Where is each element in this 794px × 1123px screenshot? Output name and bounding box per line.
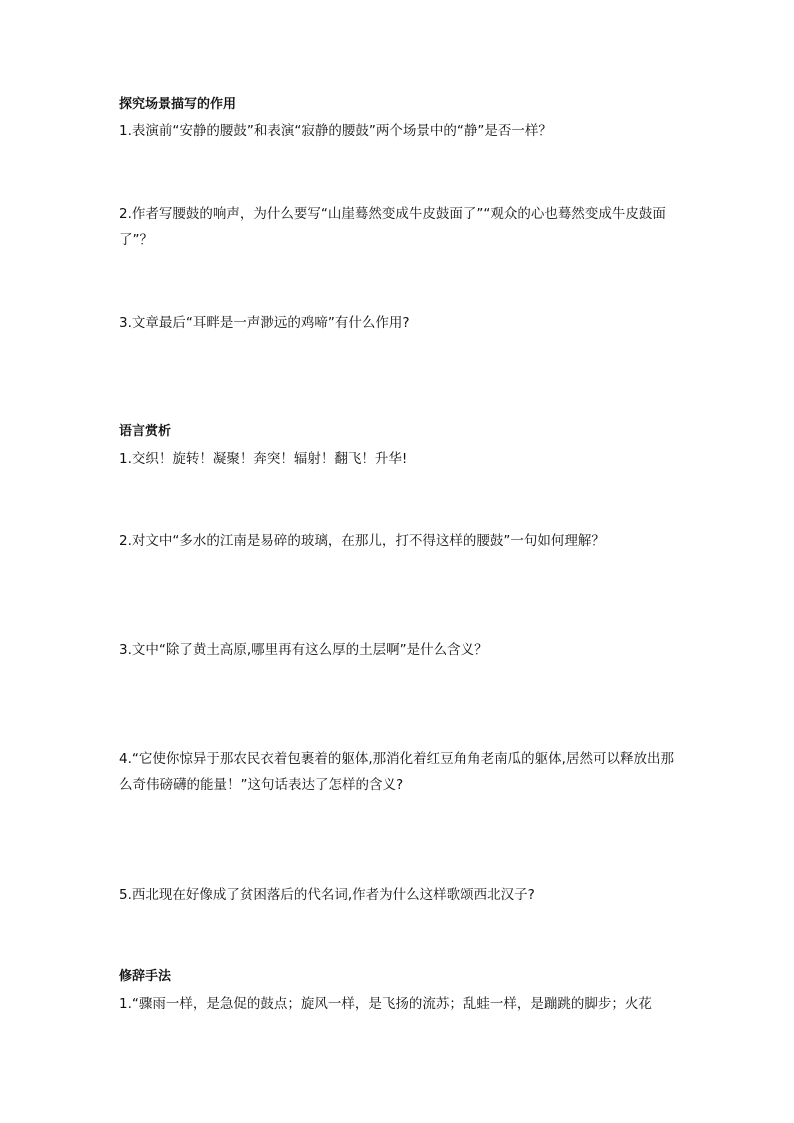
section-heading-rhetoric: 修辞手法 — [119, 969, 172, 984]
question-language-2: 2.对文中“多水的江南是易碎的玻璃，在那儿，打不得这样的腰鼓”一句如何理解？ — [119, 533, 605, 549]
question-scene-3: 3.文章最后“耳畔是一声渺远的鸡啼”有什么作用? — [119, 315, 410, 331]
question-scene-1: 1.表演前“安静的腰鼓”和表演“寂静的腰鼓”两个场景中的“静”是否一样？ — [119, 123, 552, 139]
question-language-4: 4.“它使你惊异于那农民衣着包裹着的躯体,那消化着红豆角角老南瓜的躯体,居然可以释放出那么奇伟磅礴的能量！”这句话表达了怎样的含义? — [119, 751, 674, 793]
question-rhetoric-1: 1.“骤雨一样，是急促的鼓点；旋风一样，是飞扬的流苏；乱蛙一样，是蹦跳的脚步；火花 — [119, 996, 652, 1012]
question-scene-2: 2.作者写腰鼓的响声，为什么要写“山崖蓦然变成牛皮鼓面了”“观众的心也蓦然变成牛皮鼓面了”？ — [119, 206, 666, 248]
section-heading-language: 语言赏析 — [119, 424, 172, 439]
section-heading-scene: 探究场景描写的作用 — [119, 97, 237, 112]
question-language-3: 3.文中“除了黄土高原,哪里再有这么厚的土层啊”是什么含义？ — [119, 642, 488, 658]
question-language-1: 1.交织！旋转！凝聚！奔突！辐射！翻飞！升华! — [119, 451, 408, 467]
question-language-5: 5.西北现在好像成了贫困落后的代名词,作者为什么这样歌颂西北汉子? — [119, 887, 535, 903]
